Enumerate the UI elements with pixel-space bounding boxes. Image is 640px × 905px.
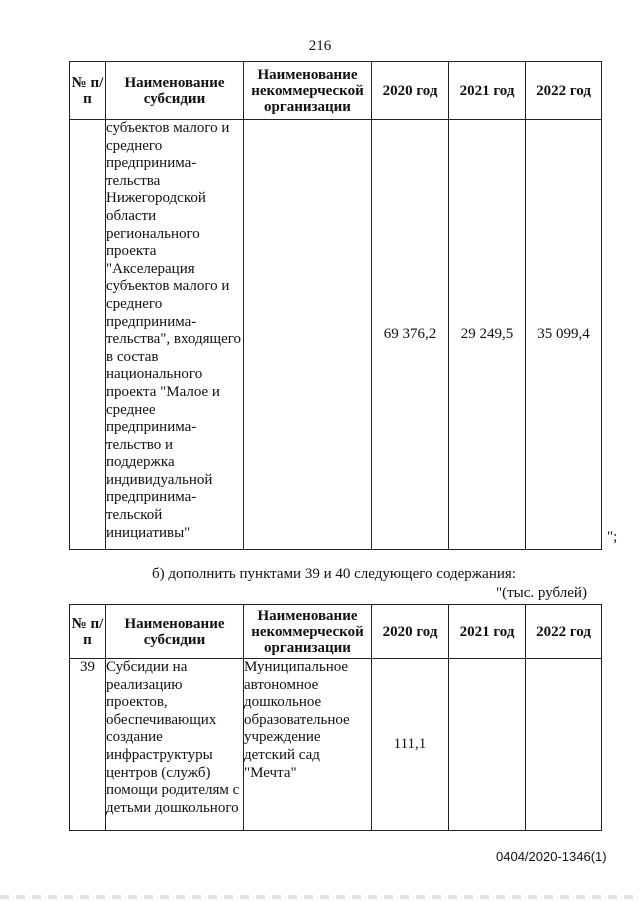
table-header-row [70,62,602,120]
header-year-2021: 2021 год [449,62,526,120]
row-value-2022 [526,659,602,831]
row-value-2022: 35 099,4 [526,120,602,550]
header-year-2021: 2021 год [449,605,526,659]
table-header-row [70,605,602,659]
row-subsidy-name: Субсидии на реализацию проектов, обеспечивающих создание инфраструктуры центров (служб) помощи родителям с детьми дошкольного [106,659,244,831]
units-note: "(тыс. рублей) [496,585,587,601]
amendment-text: б) дополнить пунктами 39 и 40 следующего содержания: [152,566,516,582]
table-row [70,659,602,831]
row-organization [244,120,372,550]
row-organization: Муниципальное автономное дошкольное образовательное учреждение детский сад "Мечта" [244,659,372,831]
header-num: № п/п [70,605,106,659]
row-value-2021: 29 249,5 [449,120,526,550]
header-year-2022: 2022 год [526,62,602,120]
row-value-2020: 69 376,2 [372,120,449,550]
scan-edge-artifact [0,895,640,899]
row-value-2020: 111,1 [372,659,449,831]
row-value-2021 [449,659,526,831]
header-subsidy-name: Наименование субсидии [106,605,244,659]
header-organization: Наименование некоммерческой организации [244,605,372,659]
closing-quote-mark: "; [607,529,618,545]
subsidy-table-continued [69,61,602,550]
header-year-2020: 2020 год [372,62,449,120]
table-row [70,120,602,550]
header-num: № п/п [70,62,106,120]
document-code: 0404/2020-1346(1) [496,849,607,864]
row-subsidy-name: субъектов малого и среднего предпринима-тельства Нижегородской области регионального проекта "Акселерация субъектов малого и среднего предпринима-тельства", входящего в состав национального проекта "Малое и среднее предпринима-тельство и поддержка индивидуальной предпринима-тельской инициативы" [106,120,244,550]
row-num: 39 [70,659,106,831]
header-year-2020: 2020 год [372,605,449,659]
header-subsidy-name: Наименование субсидии [106,62,244,120]
header-organization: Наименование некоммерческой организации [244,62,372,120]
subsidy-table-new-items [69,604,602,831]
header-year-2022: 2022 год [526,605,602,659]
row-num [70,120,106,550]
page-number: 216 [308,38,332,54]
